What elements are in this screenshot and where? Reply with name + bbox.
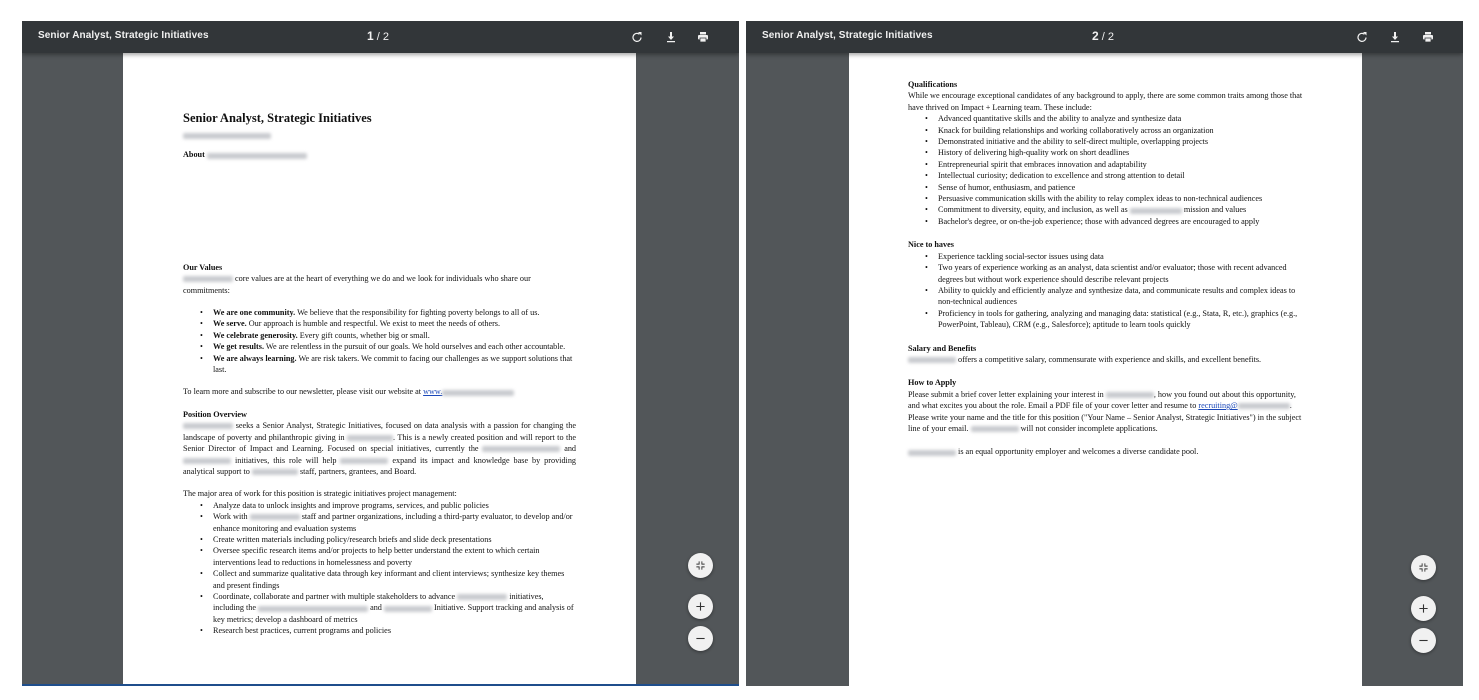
list-item: • Collect and summarize qualitative data through key informant and client interviews; synthesize key themes and present findings <box>183 568 576 591</box>
viewer-toolbar <box>746 21 1463 53</box>
list-item: • Experience tackling social-sector issues using data <box>908 251 1303 262</box>
list-item: • Knack for building relationships and working collaboratively across an organization <box>908 125 1303 136</box>
zoom-in-icon[interactable] <box>1411 596 1436 621</box>
list-item: • Bachelor's degree, or on-the-job experience; those with advanced degrees are encouraged to apply <box>908 216 1303 227</box>
fit-to-page-icon[interactable] <box>1411 555 1436 580</box>
pdf-viewer-right <box>746 21 1463 686</box>
viewer-toolbar <box>22 21 739 53</box>
total-pages: / 2 <box>376 31 389 43</box>
qualifications-heading: Qualifications <box>908 80 958 89</box>
page-content <box>908 79 1303 458</box>
job-title-heading: Senior Analyst, Strategic Initiatives <box>183 111 372 125</box>
qualifications-list <box>908 113 1303 227</box>
list-item: • Intellectual curiosity; dedication to excellence and strong attention to detail <box>908 170 1303 181</box>
work-intro: The major area of work for this position is strategic initiatives project management: <box>183 489 457 499</box>
list-item: • Advanced quantitative skills and the ability to analyze and synthesize data <box>908 113 1303 124</box>
document-title: Senior Analyst, Strategic Initiatives <box>762 30 933 41</box>
list-item: • We are always learning. We are risk takers. We commit to facing our challenges as we support solutions that last. <box>183 353 576 376</box>
nice-to-haves-list <box>908 251 1303 331</box>
list-item: • Proficiency in tools for gathering, analyzing and managing data: statistical (e.g., Stata, R, etc.), graphics (e.g., PowerPoint, Tableau), CRM (e.g., Salesforce); aptitude to learn tools quickly <box>908 308 1303 331</box>
overview-paragraph: seeks a Senior Analyst, Strategic Initiatives, focused on data analysis with a passion for changing the landscape of poverty and philanthropic giving in . This is a newly created position and will report to the Senior Director of Impact and Learning. Focused on special initiatives, currently the and initiatives, this role will help expand its impact and knowledge base by providing analytical support to staff, partners, grantees, and Board. <box>183 421 577 476</box>
page-content <box>183 111 576 637</box>
location-redacted <box>183 130 576 141</box>
list-item: • Sense of humor, enthusiasm, and patience <box>908 182 1303 193</box>
page-indicator <box>1092 29 1114 43</box>
list-item: • Commitment to diversity, equity, and inclusion, as well as mission and values <box>908 204 1303 215</box>
list-item: • We get results. We are relentless in the pursuit of our goals. We hold ourselves and each other accountable. <box>183 341 576 352</box>
pdf-page-1 <box>123 53 636 686</box>
list-item: • Entrepreneurial spirit that embraces innovation and adaptability <box>908 159 1303 170</box>
fit-to-page-icon[interactable] <box>688 553 713 578</box>
recruiting-email-link[interactable]: recruiting@ <box>1198 401 1289 410</box>
apply-paragraph: Please submit a brief cover letter explaining your interest in , how you found out about this opportunity, and what excites you about the role. Email a PDF file of your cover letter and resume to recruiting@ . Please write your name and the title for this position ("Your Name – Senior Analyst, Strategic Initiatives") in the subject line of your email. will not consider incomplete applications. <box>908 389 1302 433</box>
list-item: • Work with staff and partner organizations, including a third-party evaluator, to develop and/or enhance monitoring and evaluation systems <box>183 511 576 534</box>
pdf-page-2 <box>849 53 1362 686</box>
list-item: • Research best practices, current programs and policies <box>183 625 576 636</box>
list-item: • Two years of experience working as an analyst, data scientist and/or evaluator; those with recent advanced degrees but without work experience should describe relevant projects <box>908 262 1303 285</box>
current-page-number[interactable]: 1 <box>367 29 374 43</box>
nice-to-haves-heading: Nice to haves <box>908 240 954 250</box>
list-item: • Persuasive communication skills with the ability to relay complex ideas to non-technical audiences <box>908 193 1303 204</box>
list-item: • Analyze data to unlock insights and improve programs, services, and public policies <box>183 500 576 511</box>
rotate-icon[interactable] <box>629 29 645 45</box>
list-item: • We serve. Our approach is humble and respectful. We exist to meet the needs of others. <box>183 318 576 329</box>
work-list <box>183 500 576 637</box>
list-item: • Coordinate, collaborate and partner with multiple stakeholders to advance initiatives, including the and Initiative. Support tracking and analysis of key metrics; develop a dashboard of metrics <box>183 591 576 625</box>
salary-heading: Salary and Benefits <box>908 343 977 353</box>
download-icon[interactable] <box>1387 29 1403 45</box>
list-item: • Demonstrated initiative and the ability to self-direct multiple, overlapping projects <box>908 136 1303 147</box>
values-intro: core values are at the heart of everything we do and we look for individuals who share our commitments: <box>183 274 531 295</box>
print-icon[interactable] <box>695 29 711 45</box>
salary-paragraph: offers a competitive salary, commensurate with experience and skills, and excellent benefits. <box>908 354 1303 365</box>
apply-heading: How to Apply <box>908 378 957 388</box>
list-item: • Oversee specific research items and/or projects to help better understand the extent to which certain interventions lead to reductions in homelessness and poverty <box>183 545 576 568</box>
current-page-number[interactable]: 2 <box>1092 29 1099 43</box>
document-title: Senior Analyst, Strategic Initiatives <box>38 30 209 41</box>
zoom-out-icon[interactable] <box>688 626 713 651</box>
newsletter-line: To learn more and subscribe to our newsletter, please visit our website at www. <box>183 386 576 397</box>
zoom-in-icon[interactable] <box>688 594 713 619</box>
overview-heading: Position Overview <box>183 409 247 419</box>
zoom-out-icon[interactable] <box>1411 628 1436 653</box>
total-pages: / 2 <box>1101 31 1114 43</box>
download-icon[interactable] <box>663 29 679 45</box>
list-item: • Create written materials including policy/research briefs and slide deck presentations <box>183 534 576 545</box>
list-item: • History of delivering high-quality work on short deadlines <box>908 147 1303 158</box>
qualifications-intro: While we encourage exceptional candidates of any background to apply, there are some common traits among those that have thrived on Impact + Learning team. These include: <box>908 91 1303 112</box>
pdf-viewer-left <box>22 21 739 686</box>
list-item: • Ability to quickly and efficiently analyze and synthesize data, and communicate results and complex ideas to non-technical audiences <box>908 285 1303 308</box>
list-item: • We celebrate generosity. Every gift counts, whether big or small. <box>183 330 576 341</box>
list-item: • We are one community. We believe that the responsibility for fighting poverty belongs to all of us. <box>183 307 576 318</box>
values-heading: Our Values <box>183 262 223 272</box>
website-link[interactable]: www. <box>423 387 514 396</box>
eeo-statement: is an equal opportunity employer and welcomes a diverse candidate pool. <box>908 446 1303 457</box>
values-list <box>183 307 576 375</box>
rotate-icon[interactable] <box>1354 29 1370 45</box>
about-line: About <box>183 149 576 160</box>
print-icon[interactable] <box>1420 29 1436 45</box>
page-indicator <box>367 29 389 43</box>
